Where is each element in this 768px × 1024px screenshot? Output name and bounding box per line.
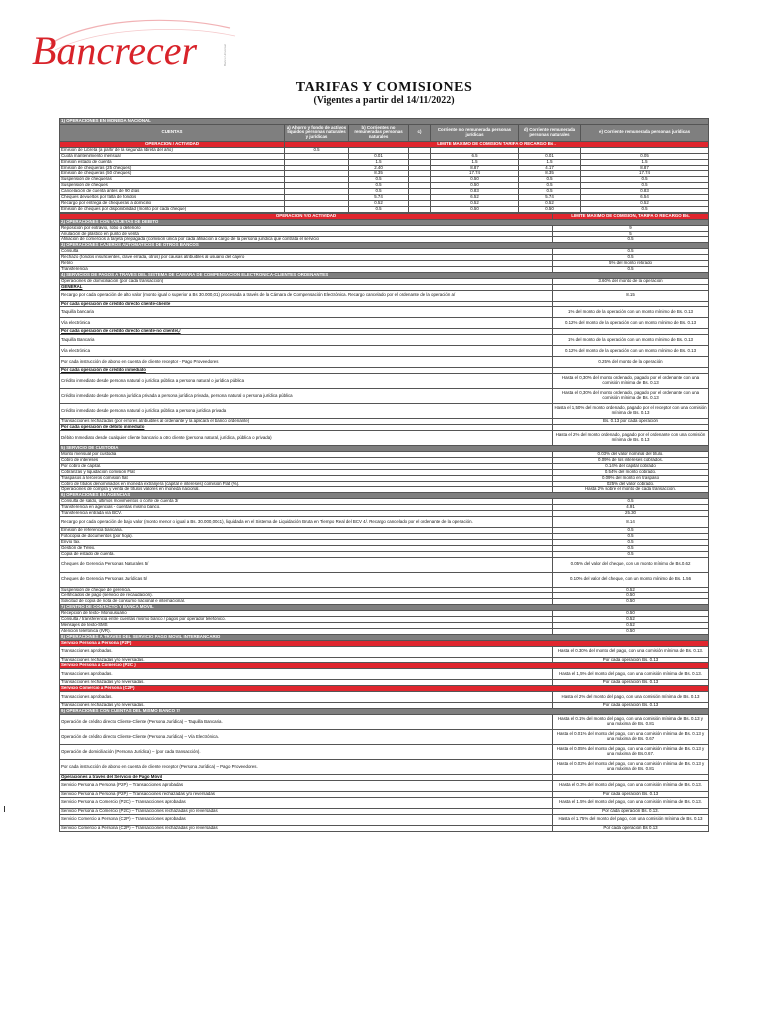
fee-value: 0.54% del monto cobrado. xyxy=(553,469,709,475)
fee-label: Atención telefónica (IVR). xyxy=(60,628,553,634)
fee-value: 0.50 xyxy=(519,206,581,212)
fee-row xyxy=(60,335,709,346)
fee-value: 1.5 xyxy=(519,159,581,165)
fee-value: 8.87 xyxy=(581,165,709,171)
fee-value xyxy=(409,206,431,212)
fee-label: Suspensión de chequeras xyxy=(60,177,285,183)
fee-value: 0.50 xyxy=(553,599,709,605)
fee-label: Crédito inmediato desde persona natural o jurídica pública a persona jurídica privada xyxy=(60,404,553,419)
fee-value: 0.5 xyxy=(349,183,409,189)
fee-value: 0.5 xyxy=(581,206,709,212)
fee-value: 0.5 xyxy=(553,539,709,545)
col-header-a: a) Ahorro y fondo de activos líquidos personas naturales y jurídicas xyxy=(285,124,349,141)
fee-value: 0.83 xyxy=(581,189,709,195)
fee-value: 0.12% del monto de la operación con un monto mínimo de Bs. 0.13 xyxy=(553,318,709,329)
fee-label: Emisión de chequeras (50 cheques) xyxy=(60,171,285,177)
fee-value: Hasta el 0.01% del monto del pago, con una comisión mínima de Bs. 0.13 y una máxima de Bs. 0.67 xyxy=(553,730,709,745)
fee-value: 0.52 xyxy=(581,200,709,206)
fee-value: 5.74 xyxy=(349,195,409,201)
section-title: Servicio Persona a Persona (P2P) xyxy=(60,640,709,646)
col-header-cuentas: CUENTAS xyxy=(60,124,285,141)
col-header-c: c) xyxy=(409,124,431,141)
col-header-b: b) Corrientes no remuneradas personas naturales xyxy=(349,124,409,141)
fee-value: 0.50 xyxy=(431,177,519,183)
fee-value: 0.5 xyxy=(553,249,709,255)
fee-row xyxy=(60,669,709,680)
fee-label: Transacciones aprobadas. xyxy=(60,669,553,680)
fee-row xyxy=(60,730,709,745)
fee-value: 0.5 xyxy=(349,206,409,212)
limit-header: LIMITE MAXIMO DE COMISION TARIFA O RECARGO Bs . xyxy=(285,141,709,147)
fee-label: Recargo por entrega de chequeras a domicilio xyxy=(60,200,285,206)
fee-value xyxy=(285,206,349,212)
fee-value: 1.5 xyxy=(431,159,519,165)
fee-label: Fotocopia de documentos (por hoja). xyxy=(60,533,553,539)
fee-label: Consulta xyxy=(60,249,553,255)
fee-value: 0.5 xyxy=(553,551,709,557)
op-act-header-2: OPERACION Y/O ACTIVIDAD xyxy=(60,213,553,219)
bancrecer-logo xyxy=(30,14,240,74)
fee-label: Envío fax. xyxy=(60,539,553,545)
fee-value: 0.52 xyxy=(553,617,709,623)
fee-row xyxy=(60,346,709,357)
fee-value: 0.52 xyxy=(553,587,709,593)
fee-value: 0.09% del monto en traspaso xyxy=(553,475,709,481)
fee-label: Traspasos a terceros comisión flat xyxy=(60,475,553,481)
fee-value: Hasta el 0.02% del monto del pago, con una comisión mínima de Bs. 0.13 y una máxima de Bs. 0.81 xyxy=(553,760,709,775)
fee-label: Débito Inmediato desde cualquier cliente bancario a otro cliente (persona natural, jurídica, pública o privada) xyxy=(60,431,553,446)
fee-label: Consulta / transferencia entre cuentas mismo banco / pagos por operador telefónico. xyxy=(60,617,553,623)
fee-value: 8.14 xyxy=(553,516,709,527)
fee-label: Recepción de texto- Monousuario xyxy=(60,611,553,617)
fee-label: Operaciones de compra y venta de títulos valores en moneda nacional. xyxy=(60,487,553,493)
fee-label: Suspensión de cheques xyxy=(60,183,285,189)
fee-value: 5 xyxy=(553,231,709,237)
fee-value: Hasta el 0.1% del monto del pago, con una comisión mínima de Bs. 0.13 y una máxima de Bs. 0.81 xyxy=(553,715,709,730)
section-title: 6) OPERACIONES EN AGENCIAS xyxy=(60,493,709,499)
fee-label: Operación de domiciliación (Persona Jurídica) – (por cada transacción). xyxy=(60,745,553,760)
fee-label: Servicio Persona a Comercio (P2C) – Transacciones rechazadas y/o reversadas xyxy=(60,808,553,814)
fee-value: 025% del valor cobrado. xyxy=(553,481,709,487)
fee-label: Emisión de chequeras (25 cheques) xyxy=(60,165,285,171)
col-header-d: d) Corriente remunerada personas naturales xyxy=(519,124,581,141)
fee-value: 9 xyxy=(553,225,709,231)
section-title: 2) OPERACIONES CON TARJETAS DE DEBITO xyxy=(60,219,709,225)
fee-value: Hasta el 2% del monto del pago, con una comisión mínima de Bs. 0.13 xyxy=(553,692,709,703)
fee-value: 5.74 xyxy=(519,195,581,201)
fee-value: Por cada operación Bs. 0.13 xyxy=(553,657,709,663)
fee-value: 17.74 xyxy=(581,171,709,177)
fee-row xyxy=(60,431,709,446)
section-title: Servicio Persona a Comercio (P2C ) xyxy=(60,663,709,669)
fee-value: 0.5 xyxy=(553,237,709,243)
fee-value: 5% del monto retirado xyxy=(553,261,709,267)
fee-value: Hasta el 0.30% del monto del pago, con una comisión mínima de Bs. 0.13. xyxy=(553,646,709,657)
fee-value: 0.5 xyxy=(349,189,409,195)
fee-value: 0.03% del valor nominal del título. xyxy=(553,452,709,458)
fee-label: Crédito inmediato desde persona jurídica privada a persona jurídica privada, persona natural o persona jurídica pública xyxy=(60,389,553,404)
fee-value: 0.52 xyxy=(553,622,709,628)
fee-value: Hasta el 1.5% del monto del pago, con una comisión mínima de Bs. 0.13. xyxy=(553,797,709,808)
fee-value: 0.52 xyxy=(431,200,519,206)
fee-value: 0.12% del monto de la operación con un monto mínimo de Bs. 0.13 xyxy=(553,346,709,357)
fee-label: Cobranzas y liquidación comisión Flat xyxy=(60,469,553,475)
fee-label: Cheques devueltos por falta de fondos xyxy=(60,195,285,201)
subsection-title: Por cada operación de débito inmediato xyxy=(60,425,553,431)
fee-row xyxy=(60,516,709,527)
fee-label: Afiliación de comercios a tarjeta prepagada (comisión única por cada afiliación a cargo de la persona jurídica que contrata el servicio xyxy=(60,237,553,243)
fee-label: Transacciones rechazadas y/o reversadas. xyxy=(60,703,553,709)
section-title: 7) CENTRO DE CONTACTO Y BANCA MOVIL xyxy=(60,605,709,611)
fee-value: 0.05% del valor del cheque, con un monto mínimo de Bs.0.62 xyxy=(553,557,709,572)
fee-row xyxy=(60,404,709,419)
fee-value: 0.50 xyxy=(553,628,709,634)
section-title: 9) OPERACIONES CON CUENTAS DEL MISMO BANCO 7/ xyxy=(60,709,709,715)
section-title: 4) SERVICIOS DE PAGOS A TRAVES DEL SISTEMA DE CAMARA DE COMPENSACION ELECTRONICA-CLIENTES ORDENANTES xyxy=(60,272,709,278)
fee-value: 0.50 xyxy=(553,593,709,599)
fee-label: Cuota mantenimiento mensual xyxy=(60,153,285,159)
fee-label: Por cada instrucción de abono en cuenta de cliente receptor (Persona Jurídica) – Pago Proveedores. xyxy=(60,760,553,775)
col-header-e: e) Corriente remunerada personas jurídicas xyxy=(581,124,709,141)
fee-value: 8.35 xyxy=(349,171,409,177)
fee-value: 4.17 xyxy=(519,165,581,171)
fee-value: 4.91 xyxy=(553,505,709,511)
fee-value: 6.52 xyxy=(431,195,519,201)
fee-label: Emisión de referencia bancaria. xyxy=(60,527,553,533)
fee-label: Gestión de Télex. xyxy=(60,545,553,551)
fee-label: Recargo por cada operación de bajo valor (monto menor o igual a Bs. 30.000,00c1), liquidada en el Sistema de Liquidación Bruta en Tiempo Real del BCV 4/. Recargo cancelado por el ordenante de la operación. xyxy=(60,516,553,527)
fee-value: Hasta el 0.05% del monto del pago, con una comisión mínima de Bs. 0.13 y una máxima de Bs.0.67. xyxy=(553,745,709,760)
fee-label: Operación de crédito directo Cliente-Cliente (Persona Jurídica) – Vía Electrónica. xyxy=(60,730,553,745)
subsection-title: Por cada operación de crédito inmediato xyxy=(60,368,553,374)
fee-value: 6.54 xyxy=(581,195,709,201)
limit-header-2: LIMITE MAXIMO DE COMISION, TARIFA O RECARGO Bs. xyxy=(553,213,709,219)
section-title: 3) OPERACIONES CAJEROS AUTOMATICOS DE OTROS BANCOS xyxy=(60,243,709,249)
section-1-table xyxy=(59,118,709,213)
fee-row xyxy=(60,692,709,703)
fee-row xyxy=(60,760,709,775)
fee-label: Transacciones aprobadas. xyxy=(60,692,553,703)
fee-value: 6.5 xyxy=(431,153,519,159)
fee-value: 2.40 xyxy=(349,165,409,171)
logo-wordmark: Bancrecer xyxy=(32,28,198,73)
fee-label: Transferencia en agencias - cuentas mismo banco. xyxy=(60,505,553,511)
fee-value: Bs. 0.13 por cada operación xyxy=(553,419,709,425)
fee-label: Emisión de Libreta (a partir de la segunda libreta del año) xyxy=(60,147,285,153)
fee-label: Cobro de intereses xyxy=(60,457,553,463)
fee-value: 8.87 xyxy=(431,165,519,171)
fee-value: 0.09% de los intereses cobrados. xyxy=(553,457,709,463)
fee-label: Monto mensual por custodia xyxy=(60,452,553,458)
fee-label: Servicio Persona a Comercio (P2C) – Transacciones aprobadas xyxy=(60,797,553,808)
col-header-c2: Corriente no remunerada personas jurídicas xyxy=(431,124,519,141)
fee-value: 0.05 xyxy=(581,153,709,159)
fee-label: Transacciones aprobadas. xyxy=(60,646,553,657)
fee-value: Hasta el 1,5% del monto del pago, con una comisión mínima de Bs. 0.13. xyxy=(553,669,709,680)
section-title: 8) OPERACIONES A TRAVES DEL SERVICIO PAGO MOVIL INTERBANCARIO xyxy=(60,634,709,640)
fee-value: 0.5 xyxy=(581,183,709,189)
fee-label: Operaciones de domiciliación (por cada transacción) xyxy=(60,278,553,284)
fee-row xyxy=(60,572,709,587)
fee-value: Por cada operación Bs. 0.13. xyxy=(553,808,709,814)
page-title: TARIFAS Y COMISIONES xyxy=(295,80,473,95)
fee-label: Cheques de Gerencia Personas Naturales 5/ xyxy=(60,557,553,572)
fee-value: Hasta el 0,30% del monto ordenado, pagado por el ordenante con una comisión mínima de Bs. 0.13 xyxy=(553,374,709,389)
fee-label: Por cobro de capital. xyxy=(60,463,553,469)
fee-value: Hasta el 0,30% del monto ordenado, pagado por el ordenante con una comisión mínima de Bs. 0.13 xyxy=(553,389,709,404)
fee-row xyxy=(60,814,709,825)
fee-value: 25.30 xyxy=(553,511,709,517)
page-subtitle: (Vigentes a partir del 14/11/2022) xyxy=(313,95,455,106)
svg-text:Banco Universal: Banco Universal xyxy=(223,44,227,66)
fee-row xyxy=(60,646,709,657)
fee-label: Servicio Persona a Persona (P2P) – Transacciones rechazadas y/o reversadas xyxy=(60,791,553,797)
fee-value: 17.74 xyxy=(431,171,519,177)
fee-row xyxy=(60,557,709,572)
fee-row xyxy=(60,290,709,301)
fee-label: Transacciones rechazadas (por errores atribuibles al ordenante y la aplicará el banco ordenante) xyxy=(60,419,553,425)
fee-label: Emisión estado de cuenta xyxy=(60,159,285,165)
fee-value: 0.52 xyxy=(349,200,409,206)
fee-value: 0.5 xyxy=(553,255,709,261)
fee-value: 0.01 xyxy=(349,153,409,159)
fee-value: 0.5 xyxy=(519,177,581,183)
fee-value: 0.5 xyxy=(553,266,709,272)
fee-label: Transacciones rechazadas y/o reversadas. xyxy=(60,657,553,663)
fee-label: Copia de estado de cuenta. xyxy=(60,551,553,557)
fee-label: Mensajes de texto-SMS xyxy=(60,622,553,628)
fee-label: Servicio Comercio a Persona (C2P) – Transacciones aprobadas xyxy=(60,814,553,825)
fee-row xyxy=(60,374,709,389)
subsection-title: Por cada operación de crédito directo cliente-cliente xyxy=(60,301,553,307)
fee-value: 1% del monto de la operación con un monto mínimo de Bs. 0.13 xyxy=(553,335,709,346)
fee-value: 1% del monto de la operación con un monto mínimo de Bs. 0.13 xyxy=(553,307,709,318)
fee-value: 8.15 xyxy=(553,290,709,301)
fee-row xyxy=(60,318,709,329)
fee-value: 0.5 xyxy=(553,499,709,505)
fee-value: 0.5 xyxy=(553,533,709,539)
fee-label: Servicio Persona a Persona (P2P) – Transacciones aprobadas xyxy=(60,780,553,791)
fee-label: Vía electrónica xyxy=(60,318,553,329)
fee-value: 1.5 xyxy=(581,159,709,165)
fee-value: 0.5 xyxy=(519,189,581,195)
fee-value: 1.5 xyxy=(349,159,409,165)
fee-row xyxy=(60,825,709,831)
fee-value: Hasta el 1.75% del monto del pago, con una comisión mínima de Bs. 0.13 xyxy=(553,814,709,825)
fee-label: Por cada instrucción de abono en cuenta de cliente receptor - Pago Proveedores xyxy=(60,357,553,368)
fee-value: Por cada operación Bs 0.13 xyxy=(553,825,709,831)
fee-label: Operación de crédito directo Cliente-Cliente (Persona Jurídica) – Taquilla Bancaria. xyxy=(60,715,553,730)
fee-label: Servicio Comercio a Persona (C2P) – Transacciones rechazadas y/o reversadas xyxy=(60,825,553,831)
fee-row xyxy=(60,797,709,808)
fee-label: Vía electrónica xyxy=(60,346,553,357)
fee-value: 0.5 xyxy=(553,527,709,533)
fee-value: Por cada operación Bs. 0.13 xyxy=(553,791,709,797)
section-title: 5) SERVICIO DE CUSTODIA xyxy=(60,446,709,452)
fee-label: Certificados de pago (servicio de recaudación). xyxy=(60,593,553,599)
fee-label: Cheques de Gerencia Personas Jurídicas 5/ xyxy=(60,572,553,587)
fee-label: Crédito inmediato desde persona natural o jurídica pública a persona natural o jurídica pública xyxy=(60,374,553,389)
fee-label: Reposición por extravío, robo o deterioro xyxy=(60,225,553,231)
fee-value: 0.25% del monto de la operación xyxy=(553,357,709,368)
tariffs-table xyxy=(59,118,708,832)
op-act-header: OPERACION / ACTIVIDAD xyxy=(60,141,285,147)
fee-value: Hasta el 0.3% del monto del pago, con una comisión mínima de Bs. 0.13. xyxy=(553,780,709,791)
fee-value: 0.5 xyxy=(581,177,709,183)
fee-row xyxy=(60,389,709,404)
fee-label: Recargo por cada operación de alto valor (monto igual o superior a Bs 30.000,01) procesada a través de la Cámara de Compensación Electrónica. Recargo cancelado por el ordenante de la operación a/ xyxy=(60,290,553,301)
fee-value: 0.50 xyxy=(553,611,709,617)
fee-value: 0.01 xyxy=(519,153,581,159)
fee-value: Por cada operación Bs. 0.13 xyxy=(553,703,709,709)
fee-value: 0.5 xyxy=(285,147,349,153)
fee-value: 0.52 xyxy=(519,200,581,206)
fee-label: Retiro xyxy=(60,261,553,267)
fee-value: 0.50 xyxy=(431,206,519,212)
section-title: 1) OPERACIONES EN MONEDA NACIONAL xyxy=(60,119,709,125)
fee-value: 0.10% del valor del cheque, con un monto mínimo de Bs. 1.56 xyxy=(553,572,709,587)
fee-value: Hasta el 1,50% del monto ordenado, pagado por el receptor con una comisión mínima de Bs. 0.13 xyxy=(553,404,709,419)
fee-label: Cancelación de cuenta antes de 90 días xyxy=(60,189,285,195)
page-mark xyxy=(4,806,5,812)
fee-label: Suspensión de cheque de gerencia. xyxy=(60,587,553,593)
fee-value: Hasta 2% sobre el monto de cada transacción. xyxy=(553,487,709,493)
fee-value: 0.50 xyxy=(431,183,519,189)
fee-row xyxy=(60,780,709,791)
fee-value: Hasta el 2% del monto ordenado, pagado por el ordenante con una comisión mínima de Bs. 0.13 xyxy=(553,431,709,446)
fee-label: Transferencia xyxy=(60,266,553,272)
fee-label: Consulta de saldo, últimos movimientos o corte de cuenta 3/ xyxy=(60,499,553,505)
fee-row xyxy=(60,715,709,730)
fee-row xyxy=(60,307,709,318)
subsection-title: Operaciones a través del Servicio de Pago Móvil xyxy=(60,775,553,781)
fee-value: 0.5 xyxy=(553,545,709,551)
fee-label: Taquilla bancaria xyxy=(60,307,553,318)
fee-label: Transferencia entrada vía BCV. xyxy=(60,511,553,517)
fee-value: 0.5 xyxy=(349,177,409,183)
fee-value: 0.83 xyxy=(431,189,519,195)
fee-value: 0.14% del capital cobrado xyxy=(553,463,709,469)
fee-value: Por cada operación Bs. 0.13 xyxy=(553,680,709,686)
fee-label: Rechazo (fondos insuficientes, clave errada, otros) por causas atribuibles al usuario del cajero xyxy=(60,255,553,261)
fee-label: Emisión de cheques por disponibilidad (monto por cada cheque) xyxy=(60,206,285,212)
subsection-title: Por cada operación de crédito directo cliente-no cliente/,/ xyxy=(60,329,553,335)
fee-row xyxy=(60,745,709,760)
fee-value: 3.60% del monto de la operación xyxy=(553,278,709,284)
subsection-title: GENERAL xyxy=(60,284,553,290)
fee-label: Solicitud de copia de nota de consumo nacional e internacional. xyxy=(60,599,553,605)
fee-row xyxy=(60,357,709,368)
fee-label: Anulación de plástico en punto de venta xyxy=(60,231,553,237)
fee-label: Cobro de títulos denominados en moneda extranjera (capital e intereses) comisión Flat (%). xyxy=(60,481,553,487)
section-title: Servicio Comercio a Persona (C2P) xyxy=(60,686,709,692)
fee-value: 0.5 xyxy=(519,183,581,189)
fee-label: Taquilla Bancaria xyxy=(60,335,553,346)
fee-value: 8.35 xyxy=(519,171,581,177)
fee-label: Transacciones rechazadas y/o reversadas. xyxy=(60,680,553,686)
fee-row xyxy=(60,206,709,212)
section-2-table xyxy=(59,213,709,832)
